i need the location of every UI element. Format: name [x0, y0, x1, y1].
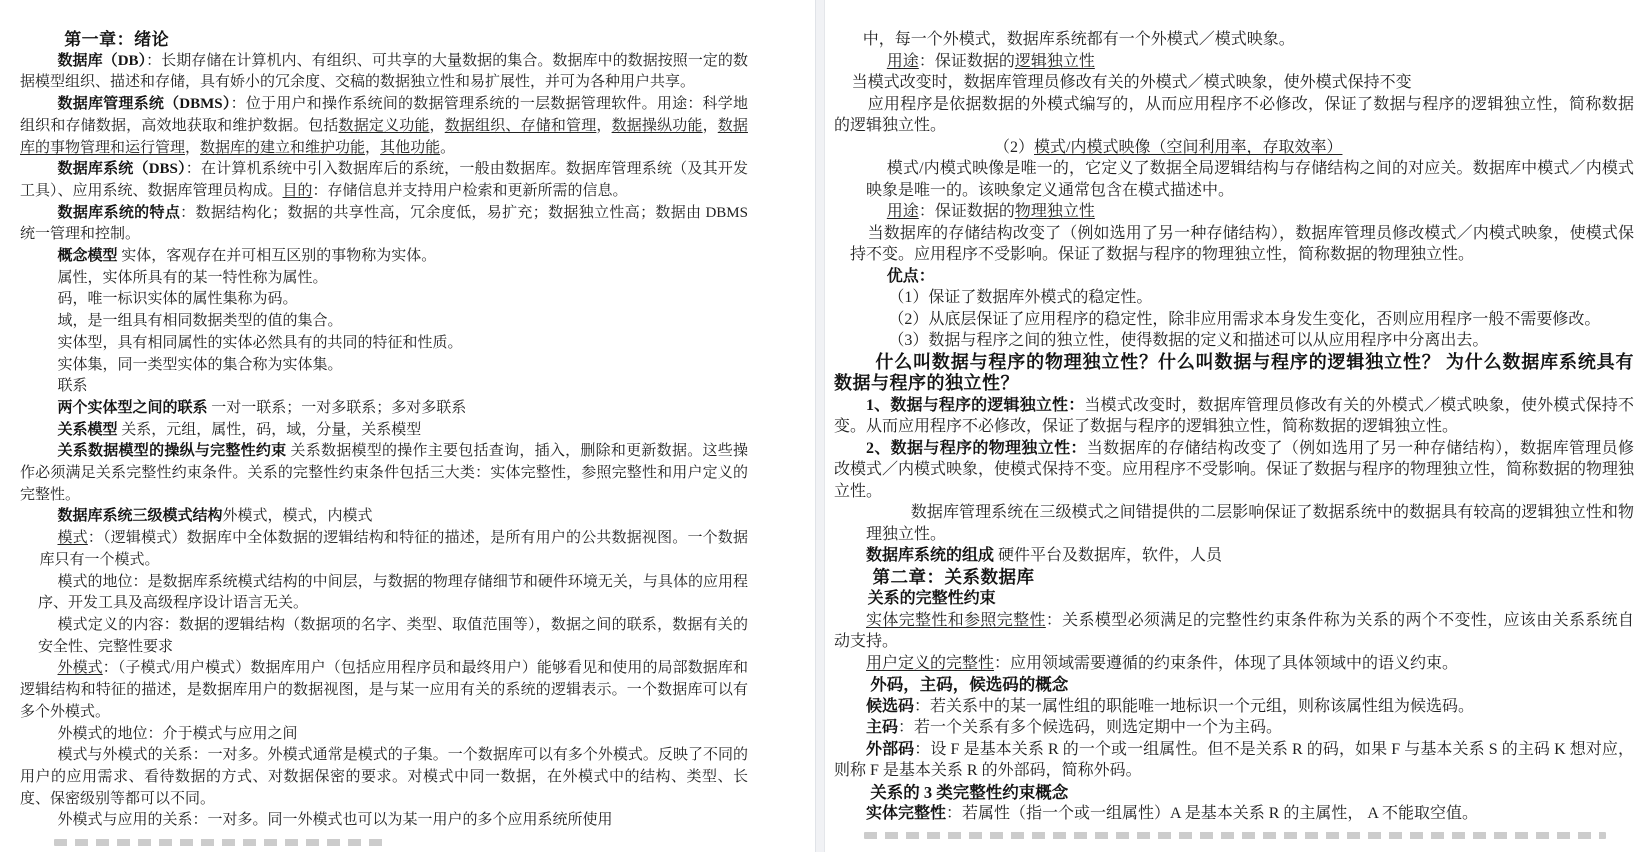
text-segment: 两个实体型之间的联系	[57, 399, 208, 416]
text-segment: 实体集，同一类型实体的集合称为实体集。	[57, 356, 343, 373]
text-segment: 2、数据与程序的物理独立性：	[866, 439, 1087, 457]
page-gap-divider	[815, 0, 825, 852]
text-segment: 当数据库的存储结构改变了（例如选用了另一种存储结构），数据库管理员修改模式／内模式映象，使模式保持不变。应用程序不受影响。保证了数据与程序的物理独立性，简称数据的物理独立性。	[850, 224, 1634, 263]
paragraph	[40, 528, 749, 571]
text-segment: 一对一联系；一对多联系；多对多联系	[207, 399, 467, 416]
paragraph	[20, 420, 748, 442]
paragraph	[20, 658, 748, 723]
text-segment: 外码，主码，候选码的概念	[870, 675, 1069, 694]
text-segment: ：应用领域需要遵循的约束条件，体现了具体领域中的语义约束。	[994, 654, 1459, 672]
text-segment: ：（逻辑模式）数据库中全体数据的逻辑结构和特征的描述，是所有用户的公共数据视图。一个数据库只有一个模式。	[39, 530, 748, 568]
paragraph	[20, 94, 748, 159]
text-segment: ：关系模型必须满足的完整性约束条件称为关系的两个不变性，应该由关系系统自动支持。	[834, 611, 1634, 650]
text-segment: 关系的完整性约束	[867, 590, 996, 607]
paragraph	[834, 674, 1634, 696]
text-segment: ：存储信息并支持用户检索和更新所需的信息。	[312, 182, 628, 199]
page-left-text	[20, 29, 748, 846]
page-left	[0, 0, 815, 852]
paragraph	[834, 803, 1634, 825]
paragraph	[834, 72, 1634, 94]
text-segment: ：若关系中的某一属性组的职能唯一地标识一个元组，则称该属性组为候选码。	[914, 697, 1475, 715]
text-segment: ，	[365, 139, 381, 156]
text-segment: ，	[702, 117, 718, 134]
text-segment: 外模式，模式，内模式	[222, 508, 373, 525]
text-segment: 候选码	[866, 697, 915, 715]
text-segment: ，	[429, 117, 445, 134]
text-segment: 外部码	[866, 740, 915, 758]
text-segment: 优点：	[886, 267, 935, 285]
text-segment: 数据库（DB）	[57, 52, 147, 69]
paragraph	[20, 376, 748, 398]
text-segment: 关系的 3 类完整性约束概念	[870, 782, 1069, 802]
paragraph	[834, 137, 1634, 159]
text-segment: 物理独立性	[1014, 203, 1095, 220]
text-segment: 外模式的地位：介于模式与应用之间	[57, 725, 298, 742]
paragraph	[834, 545, 1634, 567]
text-segment: ：保证数据的	[918, 203, 1015, 220]
text-segment: 数据操纵功能	[611, 117, 703, 134]
text-segment: 属性，实体所具有的某一特性称为属性。	[57, 269, 328, 286]
paragraph	[834, 29, 1634, 51]
text-segment: ：设 F 是基本关系 R 的一个或一组属性。但不是关系 R 的码，如果 F 与基本关系 S 的主码 K 想对应，则称 F 是基本关系 R 的外部码，简称外码。	[834, 740, 1634, 779]
paragraph	[20, 289, 748, 311]
text-segment: 数据库系统的特点	[57, 204, 181, 221]
paragraph	[20, 333, 748, 355]
text-segment: （2）	[994, 138, 1035, 156]
paragraph	[20, 159, 748, 202]
paragraph	[20, 311, 748, 333]
text-segment: 当模式改变时，数据库管理员修改有关的外模式／模式映象，使外模式保持不变	[851, 74, 1412, 91]
paragraph	[834, 287, 1634, 309]
paragraph	[834, 330, 1634, 352]
text-segment: ：长期存储在计算机内、有组织、可共享的大量数据的集合。数据库中的数据按照一定的数据模型组织、描述和存储，具有娇小的冗余度、交稿的数据独立性和易扩展性，并可为各种用户共享。	[20, 52, 748, 91]
paragraph	[20, 246, 748, 268]
heading	[834, 352, 1634, 395]
paragraph	[20, 441, 748, 506]
page-right	[825, 0, 1652, 852]
text-segment: 数据库管理系统在三级模式之间错提供的二层影响保证了数据系统中的数据具有较高的逻辑独立性和物理独立性。	[866, 504, 1634, 543]
partially-visible-text-line	[864, 832, 1606, 839]
text-segment: ：若属性（指一个或一组属性）A 是基本关系 R 的主属性， A 不能取空值。	[946, 805, 1479, 822]
text-segment: 外模式与应用的关系：一对多。同一外模式也可以为某一用户的多个应用系统所使用	[57, 812, 613, 829]
text-segment: 硬件平台及数据库，软件，人员	[994, 547, 1223, 564]
paragraph	[834, 653, 1634, 675]
text-segment: 数据库的事物管理和运行管理	[20, 117, 748, 156]
text-segment: 数据库的建立和维护功能	[200, 139, 366, 156]
text-segment: 实体完整性	[866, 805, 947, 822]
text-segment: 联系	[57, 378, 88, 395]
text-segment: 模式定义的内容：数据的逻辑结构（数据项的名字、类型、取值范围等），数据之间的联系，数据有关的安全性、完整性要求	[38, 616, 748, 655]
text-segment: 模式与外模式的关系：一对多。外模式通常是模式的子集。一个数据库可以有多个外模式。反映了不同的用户的应用需求、看待数据的方式、对数据保密的要求。对模式中同一数据，在外模式中的结构、类型、长度、保密级别等都可以不同。	[20, 747, 748, 807]
text-segment: 模式的地位：是数据库系统模式结构的中间层，与数据的物理存储细节和硬件环境无关，与具体的应用程序、开发工具及高级程序设计语言无关。	[38, 573, 748, 612]
paragraph	[834, 588, 1634, 610]
text-segment: 模式	[57, 530, 88, 547]
text-segment: 模式/内模式映像是唯一的，它定义了数据全局逻辑结构与存储结构之间的对应关。数据库中模式／内模式映象是唯一的。该映象定义通常包含在模式描述中。	[866, 160, 1634, 199]
text-segment: 数据组织、存储和管理	[444, 117, 597, 134]
text-segment: （2）从底层保证了应用程序的稳定性，除非应用需求本身发生变化，否则应用程序一般不需要修改。	[888, 310, 1601, 328]
paragraph	[834, 782, 1634, 804]
text-segment: 数据定义功能	[338, 117, 430, 134]
text-segment: 数据库管理系统（DBMS）	[57, 96, 231, 113]
paragraph	[834, 696, 1634, 718]
text-segment: 用户定义的完整性	[866, 654, 995, 672]
text-segment: 数据库系统（DBS）	[57, 161, 186, 178]
text-segment: 数据库系统的组成	[866, 547, 995, 564]
text-segment: 用途	[886, 203, 919, 220]
page-right-text	[834, 29, 1634, 839]
paragraph	[866, 502, 1634, 545]
text-segment: 关系数据模型的操纵与完整性约束	[57, 443, 287, 460]
paragraph	[20, 810, 748, 832]
paragraph	[834, 438, 1634, 503]
paragraph	[38, 615, 748, 658]
text-segment: 第二章：关系数据库	[872, 566, 1035, 587]
text-segment: ：保证数据的	[918, 52, 1015, 70]
paragraph	[866, 158, 1634, 201]
text-segment: ，	[596, 117, 612, 134]
text-segment: ：若一个关系有多个候选码，则选定期中一个为主码。	[898, 719, 1283, 736]
paragraph	[20, 355, 748, 377]
text-segment: ：在计算机系统中引入数据库后的系统，一般由数据库。数据库管理系统（及其开发工具）、应用系统、数据库管理员构成。	[20, 161, 748, 199]
paragraph	[834, 94, 1634, 137]
text-segment: （1）保证了数据库外模式的稳定性。	[888, 289, 1153, 306]
paragraph	[834, 739, 1634, 782]
paragraph	[834, 610, 1634, 653]
text-segment: 模式/内模式映像（空间利用率，存取效率）	[1034, 138, 1343, 156]
paragraph	[20, 506, 748, 528]
paragraph	[834, 309, 1634, 331]
paragraph	[834, 51, 1634, 73]
text-segment: 目的	[282, 182, 313, 199]
paragraph	[20, 203, 748, 246]
text-segment: 关系模型	[57, 421, 118, 438]
text-segment: 域，是一组具有相同数据类型的值的集合。	[57, 313, 343, 330]
heading	[20, 29, 748, 51]
paragraph	[20, 724, 748, 746]
text-segment: 实体型，具有相同属性的实体必然具有的共同的特征和性质。	[57, 334, 463, 351]
text-segment: 什么叫数据与程序的物理独立性？什么叫数据与程序的逻辑独立性？ 为什么数据库系统具有数据与程序的独立性？	[834, 351, 1634, 393]
text-segment: 关系，元组，属性，码，域，分量，关系模型	[117, 421, 422, 438]
text-segment: 数据库系统三级模式结构	[57, 508, 223, 525]
text-segment: 实体，客观存在并可相互区别的事物称为实体。	[117, 248, 437, 265]
text-segment: 中，每一个外模式，数据库系统都有一个外模式／模式映象。	[862, 31, 1295, 48]
partially-visible-text-line	[54, 839, 384, 846]
text-segment: ：位于用户和操作系统间的数据管理系统的一层数据管理软件。用途：科学地组织和存储数据，高效地获取和维护数据。包括	[20, 96, 748, 134]
paragraph	[20, 51, 748, 94]
paragraph	[834, 266, 1634, 288]
text-segment: 逻辑独立性	[1014, 52, 1095, 70]
text-segment: 主码	[866, 719, 899, 736]
text-segment: 概念模型	[57, 248, 118, 265]
text-segment: 用途	[886, 52, 919, 70]
text-segment: 第一章：绪论	[64, 30, 170, 49]
text-segment: 。	[440, 139, 456, 156]
text-segment: 应用程序是依据数据的外模式编写的，从而应用程序不必修改，保证了数据与程序的逻辑独立性，简称数据的逻辑独立性。	[834, 95, 1634, 134]
text-segment: 当模式改变时，数据库管理员修改有关的外模式／模式映象，使外模式保持不变。从而应用程序不必修改，保证了数据与程序的逻辑独立性，简称数据的逻辑独立性。	[834, 396, 1634, 435]
text-segment: 码，唯一标识实体的属性集称为码。	[57, 291, 298, 308]
paragraph	[834, 395, 1634, 438]
text-segment: 1、数据与程序的逻辑独立性：	[866, 396, 1085, 414]
paragraph	[834, 717, 1634, 739]
paragraph	[38, 572, 748, 615]
heading	[834, 567, 1634, 589]
text-segment: 关系数据模型的操作主要包括查询，插入，删除和更新数据。这些操作必须满足关系完整性约束条件。关系的完整性约束条件包括三大类：实体完整性，参照完整性和用户定义的完整性。	[20, 443, 748, 503]
paragraph	[20, 268, 748, 290]
text-segment: ，	[185, 139, 201, 156]
text-segment: 当数据库的存储结构改变了（例如选用了另一种存储结构），数据库管理员修改模式／内模式映象，使模式保持不变。应用程序不受影响。保证了数据与程序的物理独立性，简称数据的物理独立性。	[834, 439, 1635, 500]
text-segment: （3）数据与程序之间的独立性，使得数据的定义和描述可以从应用程序中分离出去。	[888, 332, 1489, 349]
text-segment: ：（子模式/用户模式）数据库用户（包括应用程序员和最终用户）能够看见和使用的局部数据库和逻辑结构和特征的描述，是数据库用户的数据视图，是与某一应用有关的系统的逻辑表示。一个数据库可以有多个外模式。	[20, 660, 748, 720]
text-segment: 其他功能	[380, 139, 441, 156]
paragraph	[834, 201, 1634, 223]
text-segment: ：数据结构化；数据的共享性高，冗余度低，易扩充；数据独立性高；数据由 DBMS 统一管理和控制。	[20, 204, 748, 243]
text-segment: 实体完整性和参照完整性	[866, 611, 1046, 629]
paragraph	[850, 223, 1634, 266]
paragraph	[20, 398, 748, 420]
text-segment: 外模式	[57, 660, 103, 677]
paragraph	[20, 745, 748, 810]
